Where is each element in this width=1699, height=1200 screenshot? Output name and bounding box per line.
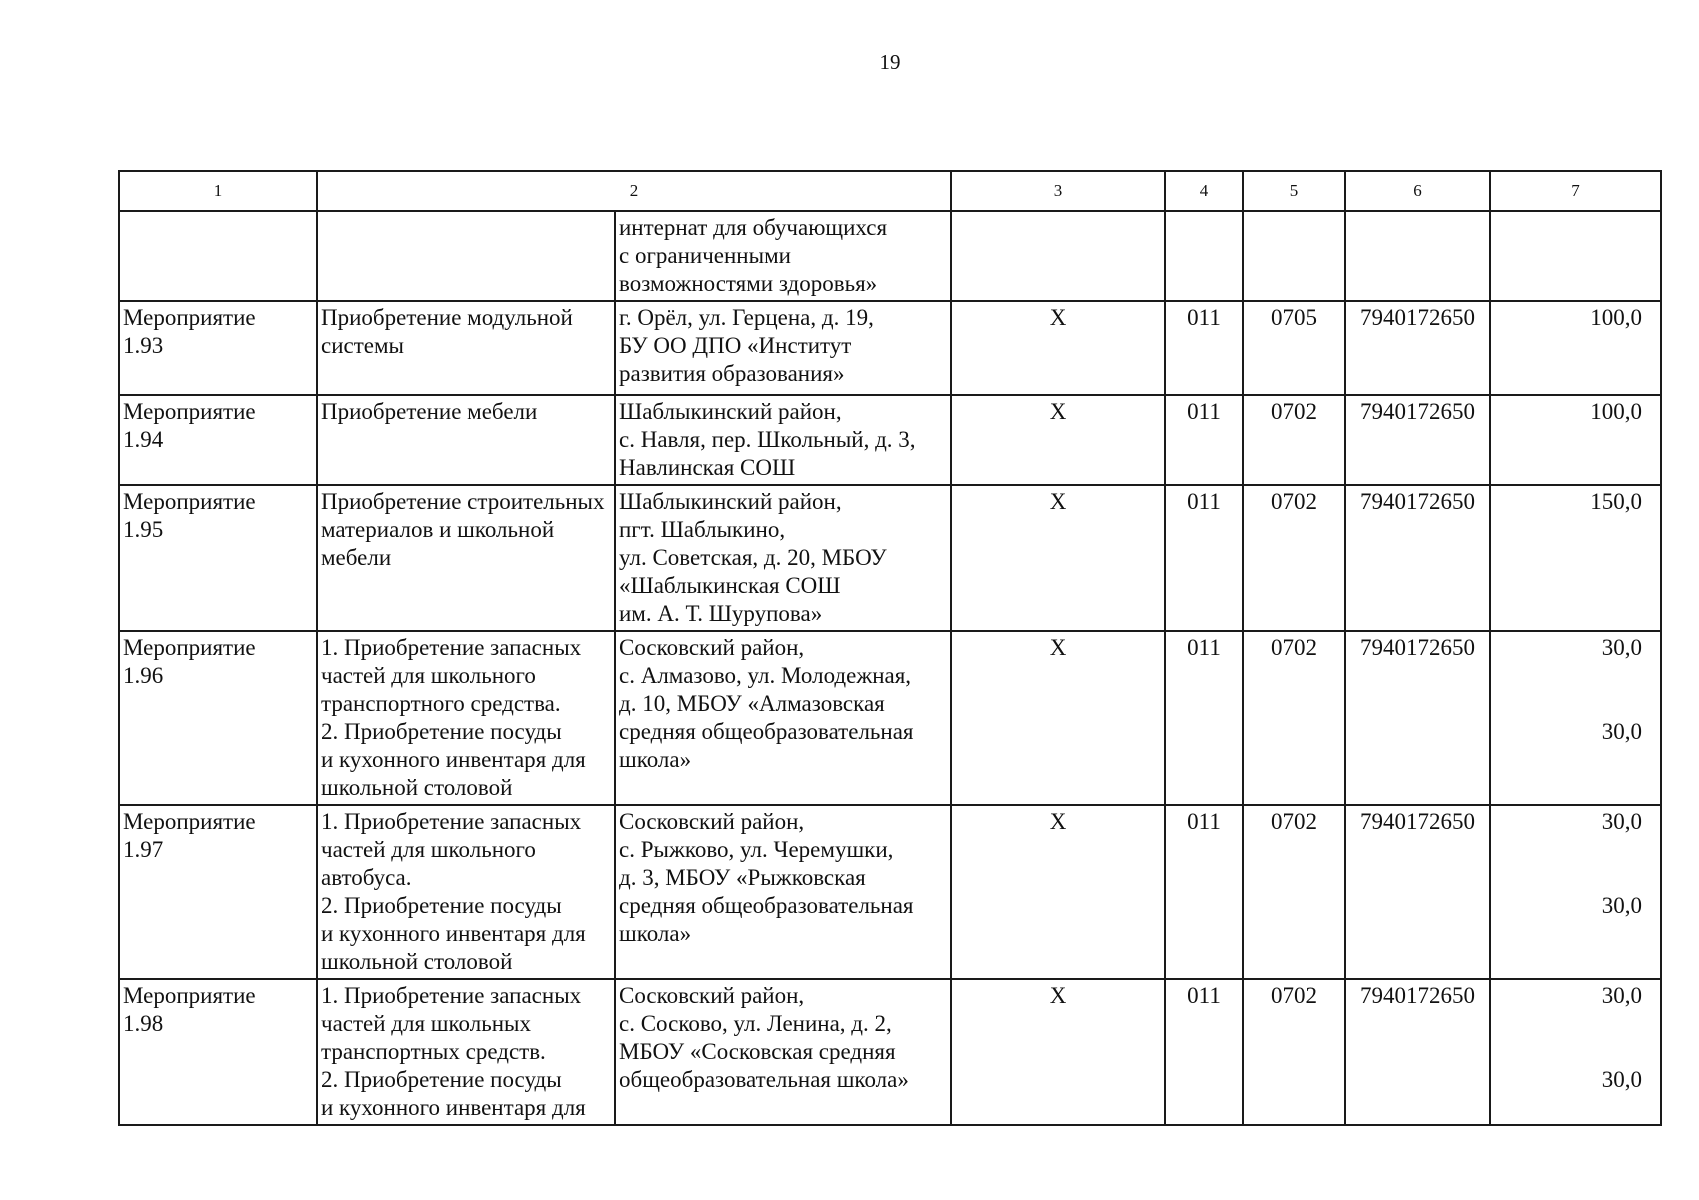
header-cell-2: 2 (317, 171, 951, 211)
table-row (119, 301, 1661, 395)
header-row (119, 171, 1661, 211)
description-cell: Приобретение строительных материалов и школьной мебели (317, 485, 615, 631)
description-cell: Приобретение модульной системы (317, 301, 615, 395)
amount-value: 100,0 (1590, 399, 1642, 424)
col7-cell: 7940172650 (1345, 485, 1490, 631)
col7-cell: 7940172650 (1345, 805, 1490, 979)
header-cell-4: 4 (1165, 171, 1243, 211)
col7-cell: 7940172650 (1345, 631, 1490, 805)
funding-table (118, 170, 1662, 1126)
description-cell: Приобретение мебели (317, 395, 615, 485)
table-row (119, 631, 1661, 805)
amount-cell (1490, 485, 1661, 631)
col7-cell: 7940172650 (1345, 395, 1490, 485)
amount-cell (1490, 805, 1661, 979)
table-row (119, 485, 1661, 631)
col6-cell: 0702 (1243, 485, 1345, 631)
header-cell-5: 5 (1243, 171, 1345, 211)
header-cell-6: 6 (1345, 171, 1490, 211)
amount-value: 30,0 (1601, 719, 1642, 744)
col4-cell (951, 211, 1165, 301)
event-cell: Мероприятие 1.95 (119, 485, 317, 631)
col4-cell: Х (951, 485, 1165, 631)
col7-cell (1345, 211, 1490, 301)
col6-cell: 0702 (1243, 979, 1345, 1125)
amount-value: 30,0 (1601, 893, 1642, 918)
amount-cell (1490, 395, 1661, 485)
amount-value: 100,0 (1590, 305, 1642, 330)
location-cell: Сосковский район, с. Сосково, ул. Ленина, д. 2, МБОУ «Сосковская средняя общеобразовательная школа» (615, 979, 951, 1125)
table-row (119, 805, 1661, 979)
event-cell: Мероприятие 1.98 (119, 979, 317, 1125)
col4-cell: Х (951, 395, 1165, 485)
col7-cell: 7940172650 (1345, 979, 1490, 1125)
col7-cell: 7940172650 (1345, 301, 1490, 395)
description-cell: 1. Приобретение запасных частей для школьного транспортного средства. 2. Приобретение посуды и кухонного инвентаря для школьной столовой (317, 631, 615, 805)
description-cell: 1. Приобретение запасных частей для школьного автобуса. 2. Приобретение посуды и кухонного инвентаря для школьной столовой (317, 805, 615, 979)
col5-cell (1165, 211, 1243, 301)
col5-cell: 011 (1165, 485, 1243, 631)
table-row (119, 395, 1661, 485)
col5-cell: 011 (1165, 301, 1243, 395)
amount-value: 30,0 (1601, 1067, 1642, 1092)
col4-cell: Х (951, 301, 1165, 395)
amount-cell (1490, 211, 1661, 301)
col4-cell: Х (951, 805, 1165, 979)
col6-cell: 0702 (1243, 395, 1345, 485)
event-cell (119, 211, 317, 301)
amount-value: 30,0 (1601, 809, 1642, 834)
col4-cell: Х (951, 979, 1165, 1125)
location-cell: Сосковский район, с. Алмазово, ул. Молодежная, д. 10, МБОУ «Алмазовская средняя общеобразовательная школа» (615, 631, 951, 805)
amount-value: 30,0 (1601, 635, 1642, 660)
location-cell: интернат для обучающихся с ограниченными возможностями здоровья» (615, 211, 951, 301)
amount-cell (1490, 631, 1661, 805)
table-row (119, 211, 1661, 301)
event-cell: Мероприятие 1.94 (119, 395, 317, 485)
col6-cell: 0702 (1243, 805, 1345, 979)
location-cell: Шаблыкинский район, с. Навля, пер. Школьный, д. 3, Навлинская СОШ (615, 395, 951, 485)
amount-value: 30,0 (1601, 983, 1642, 1008)
event-cell: Мероприятие 1.97 (119, 805, 317, 979)
location-cell: Сосковский район, с. Рыжково, ул. Черемушки, д. 3, МБОУ «Рыжковская средняя общеобразовательная школа» (615, 805, 951, 979)
amount-value: 150,0 (1590, 489, 1642, 514)
amount-cell (1490, 301, 1661, 395)
table-row (119, 979, 1661, 1125)
page-number: 19 (879, 50, 901, 74)
col4-cell: Х (951, 631, 1165, 805)
location-cell: Шаблыкинский район, пгт. Шаблыкино, ул. Советская, д. 20, МБОУ «Шаблыкинская СОШ им. А. Т. Шурупова» (615, 485, 951, 631)
col5-cell: 011 (1165, 805, 1243, 979)
amount-cell (1490, 979, 1661, 1125)
col5-cell: 011 (1165, 631, 1243, 805)
header-cell-7: 7 (1490, 171, 1661, 211)
header-cell-3: 3 (951, 171, 1165, 211)
col6-cell (1243, 211, 1345, 301)
col5-cell: 011 (1165, 395, 1243, 485)
event-cell: Мероприятие 1.93 (119, 301, 317, 395)
col5-cell: 011 (1165, 979, 1243, 1125)
header-cell-1: 1 (119, 171, 317, 211)
col6-cell: 0702 (1243, 631, 1345, 805)
description-cell: 1. Приобретение запасных частей для школьных транспортных средств. 2. Приобретение посуды и кухонного инвентаря для (317, 979, 615, 1125)
col6-cell: 0705 (1243, 301, 1345, 395)
event-cell: Мероприятие 1.96 (119, 631, 317, 805)
location-cell: г. Орёл, ул. Герцена, д. 19, БУ ОО ДПО «Институт развития образования» (615, 301, 951, 395)
description-cell (317, 211, 615, 301)
